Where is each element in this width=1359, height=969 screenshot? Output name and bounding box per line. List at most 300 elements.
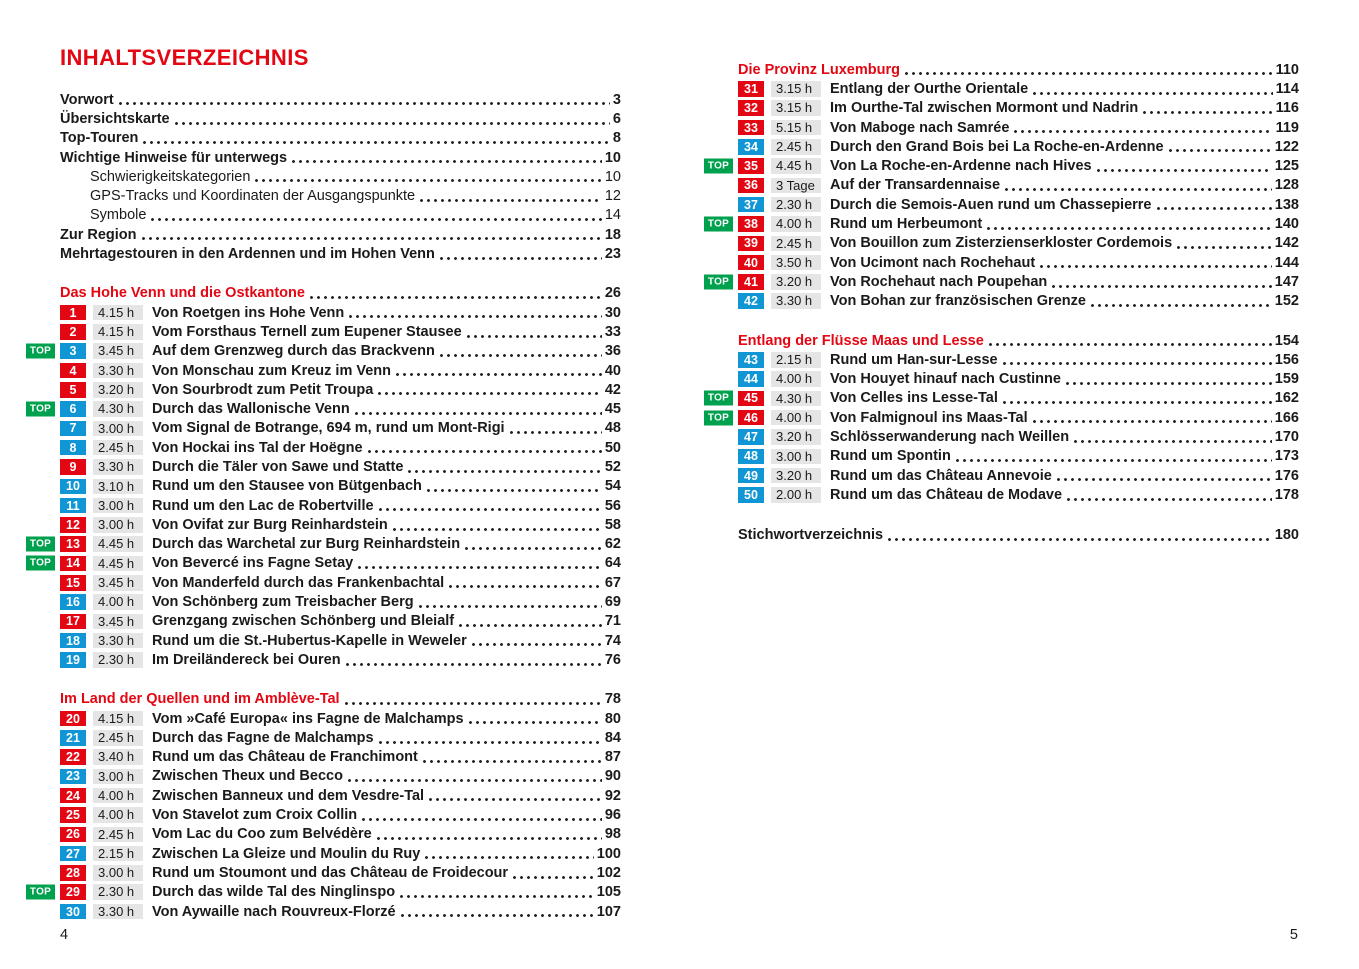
page-ref: 12 — [604, 188, 621, 205]
tour-number-badge: 1 — [60, 305, 86, 321]
tour-duration: 4.15 h — [93, 324, 143, 340]
tour-row — [60, 748, 621, 767]
tour-row — [738, 369, 1299, 388]
tour-duration: 4.30 h — [93, 401, 143, 417]
tour-list — [707, 79, 1299, 311]
dot-leader — [401, 913, 594, 918]
tour-row — [60, 844, 621, 863]
dot-leader — [175, 121, 610, 126]
front-matter-label: Vorwort — [60, 91, 114, 108]
page-ref: 74 — [604, 632, 621, 649]
dot-leader — [408, 469, 601, 474]
tour-duration: 2.15 h — [93, 846, 143, 862]
page-ref: 52 — [604, 458, 621, 475]
tour-row — [738, 466, 1299, 485]
page-ref: 62 — [604, 536, 621, 553]
tour-title: Grenzgang zwischen Schönberg und Bleialf — [152, 613, 455, 630]
page-ref: 10 — [604, 168, 621, 185]
tour-row — [707, 272, 1299, 291]
tour-row — [29, 535, 621, 554]
page-number-left: 4 — [60, 927, 69, 943]
tour-duration: 3.15 h — [771, 100, 821, 116]
page-ref: 8 — [612, 130, 621, 147]
dot-leader — [1074, 439, 1272, 444]
dot-leader — [393, 527, 602, 532]
dot-leader — [292, 159, 602, 164]
tour-title: Von Monschau zum Kreuz im Venn — [152, 362, 392, 379]
tour-title: Von Manderfeld durch das Frankenbachtal — [152, 574, 445, 591]
tour-row — [60, 361, 621, 380]
dot-leader — [956, 458, 1272, 463]
tour-duration: 5.15 h — [771, 120, 821, 136]
tour-duration: 4.45 h — [93, 536, 143, 552]
tour-title: Durch das Fagne de Malchamps — [152, 729, 374, 746]
tour-title: Von Sourbrodt zum Petit Troupa — [152, 381, 374, 398]
tour-row — [60, 728, 621, 747]
tour-duration: 3.00 h — [771, 449, 821, 465]
dot-leader — [346, 662, 602, 667]
page-ref: 105 — [596, 884, 621, 901]
tour-duration: 2.45 h — [771, 236, 821, 252]
page-ref: 110 — [1275, 61, 1299, 78]
tour-title: Durch das Wallonische Venn — [152, 401, 350, 418]
page-ref: 84 — [604, 729, 621, 746]
dot-leader — [396, 372, 602, 377]
dot-leader — [1057, 477, 1272, 482]
front-matter-row — [60, 186, 621, 205]
page-ref: 78 — [604, 691, 621, 708]
tour-number-badge: 42 — [738, 293, 764, 309]
tour-title: Von Roetgen ins Hohe Venn — [152, 304, 345, 321]
tour-list — [29, 709, 621, 921]
front-matter-label: Top-Touren — [60, 130, 139, 147]
tour-number-badge: 30 — [60, 904, 86, 920]
tour-title: Schlösserwanderung nach Weillen — [830, 428, 1070, 445]
tour-row — [60, 477, 621, 496]
top-badge: TOP — [704, 274, 733, 289]
tour-duration: 4.00 h — [771, 216, 821, 232]
tour-duration: 3.45 h — [93, 343, 143, 359]
tour-number-badge: 17 — [60, 614, 86, 630]
tour-title: Von Bohan zur französischen Grenze — [830, 293, 1086, 310]
tour-duration: 4.45 h — [93, 556, 143, 572]
page-ref: 26 — [604, 285, 621, 302]
tour-title: Vom Lac du Coo zum Belvédère — [152, 826, 372, 843]
tour-number-badge: 16 — [60, 594, 86, 610]
front-matter-label: Symbole — [90, 207, 147, 224]
tour-title: Von Ucimont nach Rochehaut — [830, 254, 1036, 271]
tour-row — [60, 612, 621, 631]
tour-title: Rund um Spontin — [830, 448, 951, 465]
tour-number-badge: 24 — [60, 788, 86, 804]
dot-leader — [379, 507, 602, 512]
tour-row — [29, 342, 621, 361]
tour-title: Rund um den Lac de Robertville — [152, 497, 374, 514]
page-ref: 48 — [604, 420, 621, 437]
tour-duration: 3.40 h — [93, 749, 143, 765]
dot-leader — [1097, 168, 1272, 173]
tour-row — [738, 350, 1299, 369]
tour-number-badge: 41 — [738, 274, 764, 290]
tour-list — [29, 303, 621, 670]
tour-number-badge: 29 — [60, 884, 86, 900]
front-matter-list — [60, 90, 621, 264]
tour-title: Durch das Warchetal zur Burg Reinhardstein — [152, 536, 461, 553]
tour-number-badge: 7 — [60, 421, 86, 437]
tour-duration: 2.45 h — [93, 440, 143, 456]
left-column — [29, 40, 621, 921]
page-ref: 56 — [604, 497, 621, 514]
page-ref: 92 — [604, 787, 621, 804]
tour-duration: 2.30 h — [93, 884, 143, 900]
dot-leader — [1014, 129, 1272, 134]
dot-leader — [377, 836, 602, 841]
tour-duration: 2.30 h — [771, 197, 821, 213]
tour-number-badge: 46 — [738, 410, 764, 426]
tour-number-badge: 2 — [60, 324, 86, 340]
tour-row — [738, 234, 1299, 253]
top-badge: TOP — [704, 410, 733, 425]
tour-title: Von Falmignoul ins Maas-Tal — [830, 409, 1028, 426]
page-ref: 102 — [596, 864, 621, 881]
tour-duration: 3.20 h — [771, 274, 821, 290]
front-matter-row — [60, 167, 621, 186]
tour-title: Im Ourthe-Tal zwischen Mormont und Nadrin — [830, 100, 1139, 117]
tour-row — [29, 399, 621, 418]
top-badge: TOP — [704, 159, 733, 174]
tour-number-badge: 35 — [738, 158, 764, 174]
dot-leader — [513, 875, 594, 880]
tour-title: Durch die Semois-Auen rund um Chassepierre — [830, 196, 1152, 213]
page-ref: 96 — [604, 807, 621, 824]
tour-row — [60, 631, 621, 650]
dot-leader — [368, 449, 602, 454]
tour-duration: 3 Tage — [771, 178, 821, 194]
page-ref: 69 — [604, 594, 621, 611]
dot-leader — [310, 295, 602, 300]
front-matter-row — [60, 225, 621, 244]
tour-duration: 4.45 h — [771, 158, 821, 174]
tour-row — [60, 380, 621, 399]
tour-duration: 4.00 h — [93, 788, 143, 804]
tour-row — [738, 195, 1299, 214]
top-badge: TOP — [26, 402, 55, 417]
tour-title: Von Ovifat zur Burg Reinhardstein — [152, 516, 388, 533]
tour-duration: 3.30 h — [93, 904, 143, 920]
dot-leader — [1005, 187, 1272, 192]
tour-number-badge: 49 — [738, 468, 764, 484]
page-ref: 166 — [1274, 409, 1299, 426]
tour-row — [60, 496, 621, 515]
tour-duration: 3.30 h — [93, 459, 143, 475]
tour-duration: 4.15 h — [93, 711, 143, 727]
page-ref: 180 — [1274, 527, 1299, 544]
page-ref: 90 — [604, 768, 621, 785]
tour-row — [707, 156, 1299, 175]
tour-number-badge: 31 — [738, 81, 764, 97]
dot-leader — [1003, 400, 1272, 405]
dot-leader — [255, 178, 601, 183]
tour-title: Im Dreiländereck bei Ouren — [152, 651, 341, 668]
tour-title: Zwischen La Gleize und Moulin du Ruy — [152, 845, 421, 862]
tour-row — [60, 592, 621, 611]
top-badge: TOP — [26, 885, 55, 900]
tour-number-badge: 37 — [738, 197, 764, 213]
tour-row — [60, 902, 621, 921]
tour-number-badge: 3 — [60, 343, 86, 359]
tour-row — [60, 650, 621, 669]
dot-leader — [440, 353, 602, 358]
dot-leader — [1003, 361, 1272, 366]
tour-number-badge: 47 — [738, 429, 764, 445]
tour-number-badge: 15 — [60, 575, 86, 591]
page-ref: 67 — [604, 574, 621, 591]
dot-leader — [987, 226, 1272, 231]
tour-duration: 3.30 h — [93, 633, 143, 649]
dot-leader — [425, 855, 594, 860]
tour-number-badge: 12 — [60, 517, 86, 533]
page-ref: 71 — [604, 613, 621, 630]
tour-row — [60, 786, 621, 805]
tour-number-badge: 23 — [60, 769, 86, 785]
tour-duration: 2.45 h — [93, 827, 143, 843]
tour-number-badge: 25 — [60, 807, 86, 823]
left-sections — [29, 284, 621, 922]
front-matter-label: Zur Region — [60, 226, 137, 243]
tour-title: Rund um den Stausee von Bütgenbach — [152, 478, 422, 495]
tour-number-badge: 21 — [60, 730, 86, 746]
dot-leader — [1091, 303, 1272, 308]
tour-duration: 3.10 h — [93, 479, 143, 495]
page-ref: 147 — [1274, 273, 1299, 290]
tour-duration: 3.00 h — [93, 865, 143, 881]
page-ref: 3 — [612, 91, 621, 108]
tour-title: Von Maboge nach Samrée — [830, 119, 1010, 136]
tour-number-badge: 4 — [60, 363, 86, 379]
tour-number-badge: 40 — [738, 255, 764, 271]
page-title: INHALTSVERZEICHNIS — [60, 45, 309, 70]
section-heading-row — [60, 690, 621, 709]
page-ref: 76 — [604, 651, 621, 668]
tour-title: Rund um Stoumont und das Château de Froidecour — [152, 864, 509, 881]
tour-duration: 3.00 h — [93, 517, 143, 533]
section-heading: Das Hohe Venn und die Ostkantone — [60, 285, 305, 302]
tour-row — [738, 292, 1299, 311]
tour-title: Entlang der Ourthe Orientale — [830, 80, 1029, 97]
tour-list — [707, 350, 1299, 504]
page-ref: 128 — [1274, 177, 1299, 194]
page-ref: 54 — [604, 478, 621, 495]
tour-title: Rund um die St.-Hubertus-Kapelle in Weweler — [152, 632, 467, 649]
tour-row — [738, 485, 1299, 504]
dot-leader — [1040, 264, 1272, 269]
tour-number-badge: 22 — [60, 749, 86, 765]
page-ref: 142 — [1274, 235, 1299, 252]
tour-title: Vom Signal de Botrange, 694 m, rund um Mont-Rigi — [152, 420, 505, 437]
tour-number-badge: 27 — [60, 846, 86, 862]
tour-title: Rund um das Château de Franchimont — [152, 749, 418, 766]
tour-duration: 4.30 h — [771, 391, 821, 407]
dot-leader — [151, 217, 601, 222]
tour-number-badge: 18 — [60, 633, 86, 649]
tour-row — [60, 767, 621, 786]
page-ref: 156 — [1274, 351, 1299, 368]
tour-title: Rund um das Château Annevoie — [830, 467, 1052, 484]
dot-leader — [379, 740, 602, 745]
tour-number-badge: 6 — [60, 401, 86, 417]
dot-leader — [143, 140, 610, 145]
tour-number-badge: 45 — [738, 391, 764, 407]
front-matter-row — [60, 109, 621, 128]
tour-title: Von Rochehaut nach Poupehan — [830, 273, 1048, 290]
tour-title: Rund um Herbeumont — [830, 216, 983, 233]
dot-leader — [459, 623, 602, 628]
tour-duration: 3.20 h — [93, 382, 143, 398]
page-ref: 64 — [604, 555, 621, 572]
front-matter-label: GPS-Tracks und Koordinaten der Ausgangspunkte — [90, 188, 416, 205]
tour-row — [707, 408, 1299, 427]
page-ref: 138 — [1274, 196, 1299, 213]
tour-row — [707, 389, 1299, 408]
front-matter-row — [60, 129, 621, 148]
page-ref: 36 — [604, 343, 621, 360]
dot-leader — [349, 314, 602, 319]
front-matter-row — [60, 148, 621, 167]
tour-duration: 3.50 h — [771, 255, 821, 271]
dot-leader — [427, 488, 602, 493]
tour-row — [60, 419, 621, 438]
section-heading-row — [738, 331, 1299, 350]
tour-duration: 2.15 h — [771, 352, 821, 368]
page-ref: 50 — [604, 439, 621, 456]
page-ref: 14 — [604, 207, 621, 224]
tour-number-badge: 9 — [60, 459, 86, 475]
tour-row — [60, 709, 621, 728]
page-ref: 140 — [1274, 216, 1299, 233]
dot-leader — [1033, 91, 1272, 96]
tour-title: Zwischen Theux und Becco — [152, 768, 343, 785]
dot-leader — [345, 701, 602, 706]
tour-duration: 2.45 h — [93, 730, 143, 746]
tour-row — [738, 447, 1299, 466]
page-ref: 87 — [604, 749, 621, 766]
dot-leader — [1143, 110, 1272, 115]
tour-duration: 3.45 h — [93, 575, 143, 591]
page-ref: 116 — [1275, 100, 1299, 117]
tour-title: Von Bevercé ins Fagne Setay — [152, 555, 354, 572]
tour-row — [738, 253, 1299, 272]
tour-title: Von Houyet hinauf nach Custinne — [830, 371, 1061, 388]
page-ref: 178 — [1274, 486, 1299, 503]
tour-number-badge: 10 — [60, 479, 86, 495]
tour-number-badge: 48 — [738, 449, 764, 465]
tour-title: Auf der Transardennaise — [830, 177, 1001, 194]
tour-number-badge: 43 — [738, 352, 764, 368]
tour-title: Durch den Grand Bois bei La Roche-en-Ardenne — [830, 138, 1164, 155]
tour-title: Von Stavelot zum Croix Collin — [152, 807, 358, 824]
section-heading-row — [738, 60, 1299, 79]
tour-number-badge: 33 — [738, 120, 764, 136]
tour-title: Von Aywaille nach Rouvreux-Florzé — [152, 903, 396, 920]
front-matter-label: Wichtige Hinweise für unterwegs — [60, 149, 288, 166]
tour-number-badge: 5 — [60, 382, 86, 398]
page-ref: 6 — [612, 110, 621, 127]
page-ref: 159 — [1274, 371, 1299, 388]
dot-leader — [449, 584, 602, 589]
tour-title: Zwischen Banneux und dem Vesdre-Tal — [152, 787, 425, 804]
tour-number-badge: 8 — [60, 440, 86, 456]
tour-title: Von Celles ins Lesse-Tal — [830, 390, 998, 407]
page-ref: 125 — [1274, 158, 1299, 175]
tour-row — [60, 825, 621, 844]
tour-number-badge: 26 — [60, 827, 86, 843]
dot-leader — [1169, 148, 1272, 153]
page-ref: 40 — [604, 362, 621, 379]
tour-title: Durch die Täler von Sawe und Statte — [152, 458, 404, 475]
dot-leader — [905, 71, 1273, 76]
tour-title: Vom »Café Europa« ins Fagne de Malchamps — [152, 710, 464, 727]
tour-title: Rund um Han-sur-Lesse — [830, 351, 998, 368]
toc-section — [29, 690, 621, 922]
section-heading: Die Provinz Luxemburg — [738, 61, 900, 78]
toc-section — [29, 284, 621, 670]
tour-duration: 3.15 h — [771, 81, 821, 97]
page-ref: 162 — [1274, 390, 1299, 407]
dot-leader — [429, 797, 602, 802]
tour-row — [60, 457, 621, 476]
index-row — [738, 526, 1299, 545]
tour-row — [60, 303, 621, 322]
tour-duration: 3.00 h — [93, 498, 143, 514]
tour-duration: 3.30 h — [771, 293, 821, 309]
tour-number-badge: 38 — [738, 216, 764, 232]
dot-leader — [378, 391, 602, 396]
dot-leader — [469, 720, 602, 725]
top-badge: TOP — [26, 344, 55, 359]
tour-title: Vom Forsthaus Ternell zum Eupener Stausee — [152, 323, 462, 340]
front-matter-row — [60, 244, 621, 263]
index-label: Stichwortverzeichnis — [738, 527, 884, 544]
tour-row — [738, 427, 1299, 446]
tour-number-badge: 19 — [60, 652, 86, 668]
dot-leader — [1177, 245, 1272, 250]
page-ref: 114 — [1275, 80, 1299, 97]
tour-title: Rund um das Château de Modave — [830, 486, 1063, 503]
page-ref: 100 — [596, 845, 621, 862]
tour-number-badge: 50 — [738, 487, 764, 503]
dot-leader — [355, 411, 602, 416]
dot-leader — [362, 817, 602, 822]
dot-leader — [510, 430, 602, 435]
page-ref: 18 — [604, 226, 621, 243]
tour-duration: 4.00 h — [93, 807, 143, 823]
dot-leader — [142, 236, 602, 241]
section-heading-row — [60, 284, 621, 303]
tour-row — [738, 118, 1299, 137]
tour-row — [29, 883, 621, 902]
dot-leader — [1066, 381, 1272, 386]
dot-leader — [888, 537, 1272, 542]
dot-leader — [423, 759, 602, 764]
tour-row — [738, 99, 1299, 118]
page-ref: 80 — [604, 710, 621, 727]
dot-leader — [358, 565, 602, 570]
page-ref: 98 — [604, 826, 621, 843]
tour-duration: 4.00 h — [771, 371, 821, 387]
tour-title: Von Bouillon zum Zisterzienserkloster Cordemois — [830, 235, 1173, 252]
tour-duration: 3.00 h — [93, 421, 143, 437]
tour-title: Von Schönberg zum Treisbacher Berg — [152, 594, 414, 611]
